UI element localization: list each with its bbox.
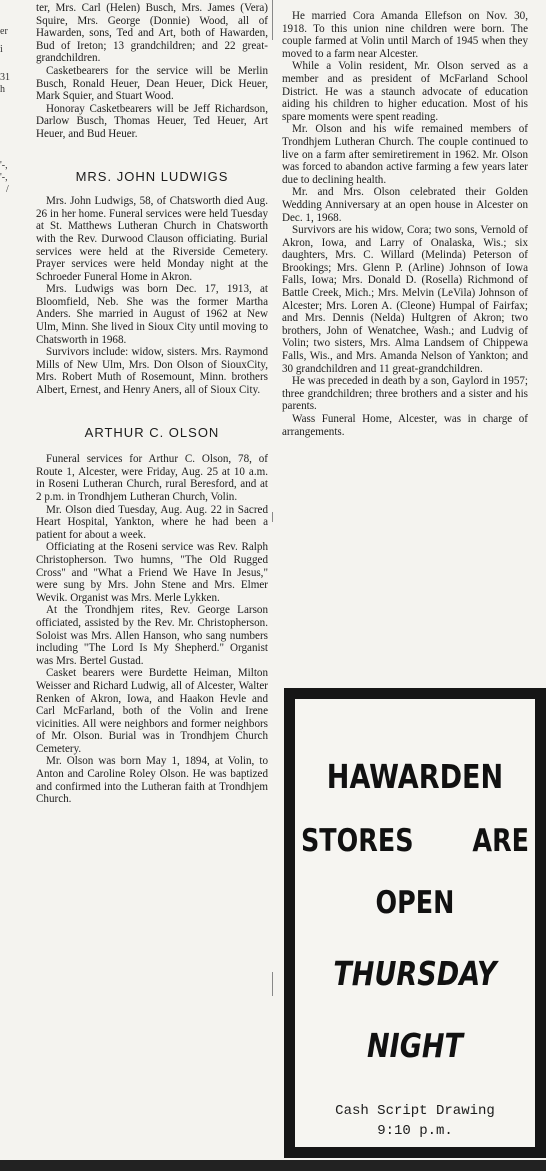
edge-fragment: '-, [0, 172, 8, 183]
obituary-paragraph: Mrs. John Ludwigs, 58, of Chatsworth died Aug. 26 in her home. Funeral services were held Tuesday at St. Matthews Lutheran Church in Chatsworth with the Rev. Durwood Clauson officiating. Burial services were held at the Riverside Cemetery. Prayer services were held Monday night at the Schroeder Funeral Home in Akron. [36, 195, 268, 283]
column-rule [272, 972, 273, 996]
obituary-paragraph: He was preceded in death by a son, Gaylord in 1957; three grandchildren; three brothers and a sister and his parents. [282, 375, 528, 413]
obituary-paragraph: Casketbearers for the service will be Merlin Busch, Ronald Heuer, Dean Heuer, Dick Heuer, Mark Squier, and Stuart Wood. [36, 64, 268, 103]
obituary-paragraph: Survivors are his widow, Cora; two sons, Vernold of Akron, Iowa, and Larry of Onalaska, Wis.; six daughters, Mrs. C. Willard (Melinda) Peterson of Brookings; Mrs. Glenn P. (Arline) Johnson of Iowa Falls, Iowa; Mrs. Donald D. (Rosella) Richmond of Battle Creek, Mich.; Mrs. Melvin (LeVila) Johnson of Alcester; Mrs. Loren A. (Cleone) Humpal of Fairfax; and Mrs. Dennis (Nelda) Hultgren of Akron; two brothers, John of Wenatchee, Wash.; and Ludvig of Volin; two sisters, Mrs. Alma Landsem of Chippewa Falls, Wis., and Mrs. Amanda Nelson of Yankton; and 30 grandchildren and 11 great-grandchildren. [282, 224, 528, 375]
edge-fragment: '-, [0, 160, 8, 171]
column-rule [272, 512, 273, 522]
ad-drawing-text: Cash Script Drawing [335, 1103, 495, 1119]
obituary-paragraph: While a Volin resident, Mr. Olson served as a member and as president of McFarland School District. He was a staunch advocate of education aiding his children to higher education. Most of his spare moments were spent reading. [282, 60, 528, 123]
edge-fragment: i [0, 44, 3, 55]
hawarden-stores-ad [284, 688, 546, 1158]
edge-fragment: h [0, 84, 5, 95]
obituary-heading-olson: ARTHUR C. OLSON [84, 424, 220, 440]
obituary-paragraph: At the Trondhjem rites, Rev. George Larson officiated, assisted by the Rev. Mr. Christopherson. Soloist was Mrs. Allen Hanson, who sang numbers including "The Lord Is My Shepherd." Organist was Mrs. Bertel Gustad. [36, 604, 268, 667]
ad-headline-row [301, 821, 529, 861]
obituary-paragraph: Honoray Casketbearers will be Jeff Richardson, Darlow Busch, Thomas Heuer, Ted Heuer, Art Heuer, and Bud Heuer. [36, 102, 268, 140]
edge-fragment: 31 [0, 72, 10, 83]
ad-headline-stores: STORES [301, 823, 414, 859]
obituary-paragraph: Mr. Olson was born May 1, 1894, at Volin, to Anton and Caroline Roley Olson. He was baptized and confirmed into the Lutheran faith at Trondhjem Church. [36, 755, 268, 806]
ad-headline-open: OPEN [375, 885, 455, 921]
right-column [282, 10, 528, 438]
obituary-heading-ludwigs: MRS. JOHN LUDWIGS [75, 168, 229, 184]
obituary-paragraph: He married Cora Amanda Ellefson on Nov. 30, 1918. To this union nine children were born. The couple farmed at Volin until March of 1945 when they moved to a farm near Alcester. [282, 10, 528, 60]
ad-drawing-time: 9:10 p.m. [377, 1123, 453, 1139]
obituary-paragraph: Survivors include: widow, sisters. Mrs. Raymond Mills of New Ulm, Mrs. Don Olson of SiouxCity, Mrs. Robert Muth of Rosemount, Minn. brothers Albert, Ernest, and Henry Aners, all of Sioux City. [36, 346, 268, 397]
page-bottom-border [0, 1160, 546, 1171]
edge-fragment: / [6, 184, 9, 195]
ad-headline-thursday: THURSDAY [333, 954, 497, 993]
obituary-paragraph: Mr. and Mrs. Olson celebrated their Golden Wedding Anniversary at an open house in Alcester on Dec. 1, 1968. [282, 186, 528, 224]
obituary-paragraph: Officiating at the Roseni service was Rev. Ralph Christopherson. Two humns, "The Old Rugged Cross" and "What a Friend We Have In Jesus," were sung by Mrs. John Stene and Mrs. Elmer Wevik. Organist was Mrs. Merle Lykken. [36, 541, 268, 604]
obituary-paragraph: Funeral services for Arthur C. Olson, 78, of Route 1, Alcester, were Friday, Aug. 25 at 10 a.m. in Roseni Lutheran Church, rural Beresford, and at 2 p.m. in Trondhjem Lutheran Church, Volin. [36, 453, 268, 503]
obituary-paragraph: ter, Mrs. Carl (Helen) Busch, Mrs. James (Vera) Squire, Mrs. George (Donnie) Wood, all of Hawarden, sons, Ted and Art, both of Hawarden, Bud of Ireton; 13 grandchildren; and 22 great-grandchildren. [36, 2, 268, 65]
obituary-paragraph: Mr. Olson died Tuesday, Aug. Aug. 22 in Sacred Heart Hospital, Yankton, where he had been a patient for about a week. [36, 503, 268, 541]
obituary-paragraph: Mrs. Ludwigs was born Dec. 17, 1913, at Bloomfield, Neb. She was the former Martha Anders. She married in August of 1962 at New Ulm, Minn. She lived in Sioux City until moving to Chatsworth in 1968. [36, 283, 268, 346]
edge-fragment: er [0, 26, 8, 37]
obituary-paragraph: Wass Funeral Home, Alcester, was in charge of arrangements. [282, 413, 528, 438]
obituary-paragraph: Casket bearers were Burdette Heiman, Milton Weisser and Richard Ludwig, all of Alcester, Walter Renken of Akron, Iowa, and Haakon Hevle and Carl McFarland, both of the Volin and Irene vicinities. All were neighbors and former neighbors of Mr. Olson. Burial was in Trondhjem Church Cemetery. [36, 667, 268, 755]
ad-headline-hawarden: HAWARDEN [326, 757, 504, 796]
obituary-paragraph: Mr. Olson and his wife remained members of Trondhjem Lutheran Church. The couple continued to live on a farm after semiretirement in 1962. Mr. Olson was forced to abandon active farming a few years later due to declining health. [282, 123, 528, 186]
ad-headline-night: NIGHT [366, 1026, 464, 1065]
column-rule [272, 0, 273, 40]
left-column [36, 2, 268, 806]
ad-headline-are: ARE [472, 823, 529, 859]
